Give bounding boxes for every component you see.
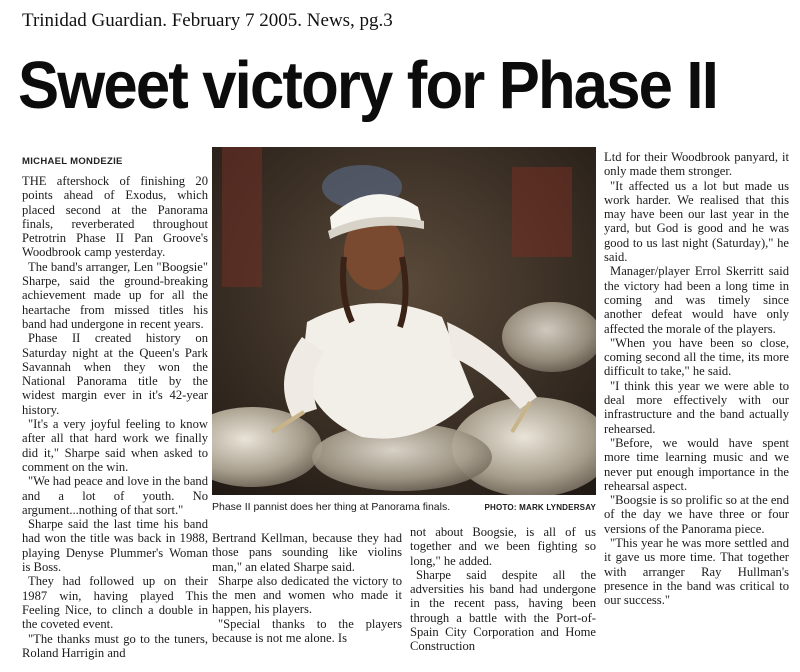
paragraph: "Special thanks to the players because is not me alone. Is	[212, 616, 402, 646]
paragraph: "It affected us a lot but made us work harder. We realised that this may have been our last year in the yard, but God is good and he was good to us last night (Saturday)," he said.	[604, 178, 789, 265]
paragraph: "Boogsie is so prolific so at the end of the day we have three or four versions of the Panorama piece.	[604, 493, 789, 536]
article-column-4	[604, 150, 789, 666]
paragraph: "The thanks must go to the tuners, Roland Harrigin and	[22, 631, 208, 660]
paragraph: "It's a very joyful feeling to know after all that hard work we finally did it," Sharpe said when asked to comment on the win.	[22, 417, 208, 474]
paragraph: "When you have been so close, coming second all the time, its more difficult to take," he said.	[604, 335, 789, 379]
paragraph: Sharpe said the last time his band had won the title was back in 1988, playing Denyse Plummer's Woman is Boss.	[22, 517, 208, 575]
paragraph: Ltd for their Woodbrook panyard, it only made them stronger.	[604, 150, 789, 179]
headline: Sweet victory for Phase II	[18, 48, 717, 123]
photo-pannist	[212, 147, 596, 495]
photo-caption: Phase II pannist does her thing at Panorama finals.	[212, 501, 451, 513]
article-column-2	[212, 531, 402, 666]
photo-credit: PHOTO: MARK LYNDERSAY	[484, 502, 596, 512]
paragraph: Sharpe said despite all the adversities his band had undergone in the recent pass, having been through a battle with the Port-of-Spain City Corporation and Home Construction	[410, 567, 596, 654]
paragraph: They had followed up on their 1987 win, having played This Feeling Nice, to clinch a double in the coveted event.	[22, 574, 208, 632]
paragraph: "This year he was more settled and it gave us more time. That together with arranger Ray Hullman's presence in the band was critical to our success."	[604, 536, 789, 608]
paragraph: The band's arranger, Len "Boogsie" Sharpe, said the ground-breaking achievement made up for all the heartache from missed titles his band had undergone in recent years.	[22, 259, 208, 331]
photo-illustration	[212, 147, 596, 495]
dateline: Trinidad Guardian. February 7 2005. News, pg.3	[22, 10, 393, 31]
paragraph: "Before, we would have spent more time learning music and we never put enough importance in the rehearsal aspect.	[604, 435, 789, 493]
paragraph: "We had peace and love in the band and a lot of youth. No argument...nothing of that sort."	[22, 474, 208, 517]
paragraph: "I think this year we were able to deal more effectively with our infrastructure and the band actually rehearsed.	[604, 378, 789, 436]
paragraph: Phase II created history on Saturday night at the Queen's Park Savannah when they won the National Panorama title by the widest margin ever in it's 42-year history.	[22, 331, 208, 417]
article-column-3	[410, 525, 596, 665]
paragraph: Manager/player Errol Skerritt said the victory had been a long time in coming and was timely since another defeat would have only affected the morale of the players.	[604, 264, 789, 336]
paragraph: not about Boogsie, is all of us together and we been fighting so long," he added.	[410, 525, 596, 568]
photo-caption-bar	[212, 497, 596, 517]
paragraph: Sharpe also dedicated the victory to the men and women who made it happen, his players.	[212, 573, 402, 617]
paragraph: Bertrand Kellman, because they had those pans sounding like violins man," an elated Sharpe said.	[212, 531, 402, 574]
byline: MICHAEL MONDEZIE	[22, 156, 123, 167]
article-column-1	[22, 174, 208, 664]
paragraph: THE aftershock of finishing 20 points ahead of Exodus, which placed second at the Panorama finals, reverberated throughout Petrotrin Phase II Pan Groove's Woodbrook camp yesterday.	[22, 174, 208, 260]
